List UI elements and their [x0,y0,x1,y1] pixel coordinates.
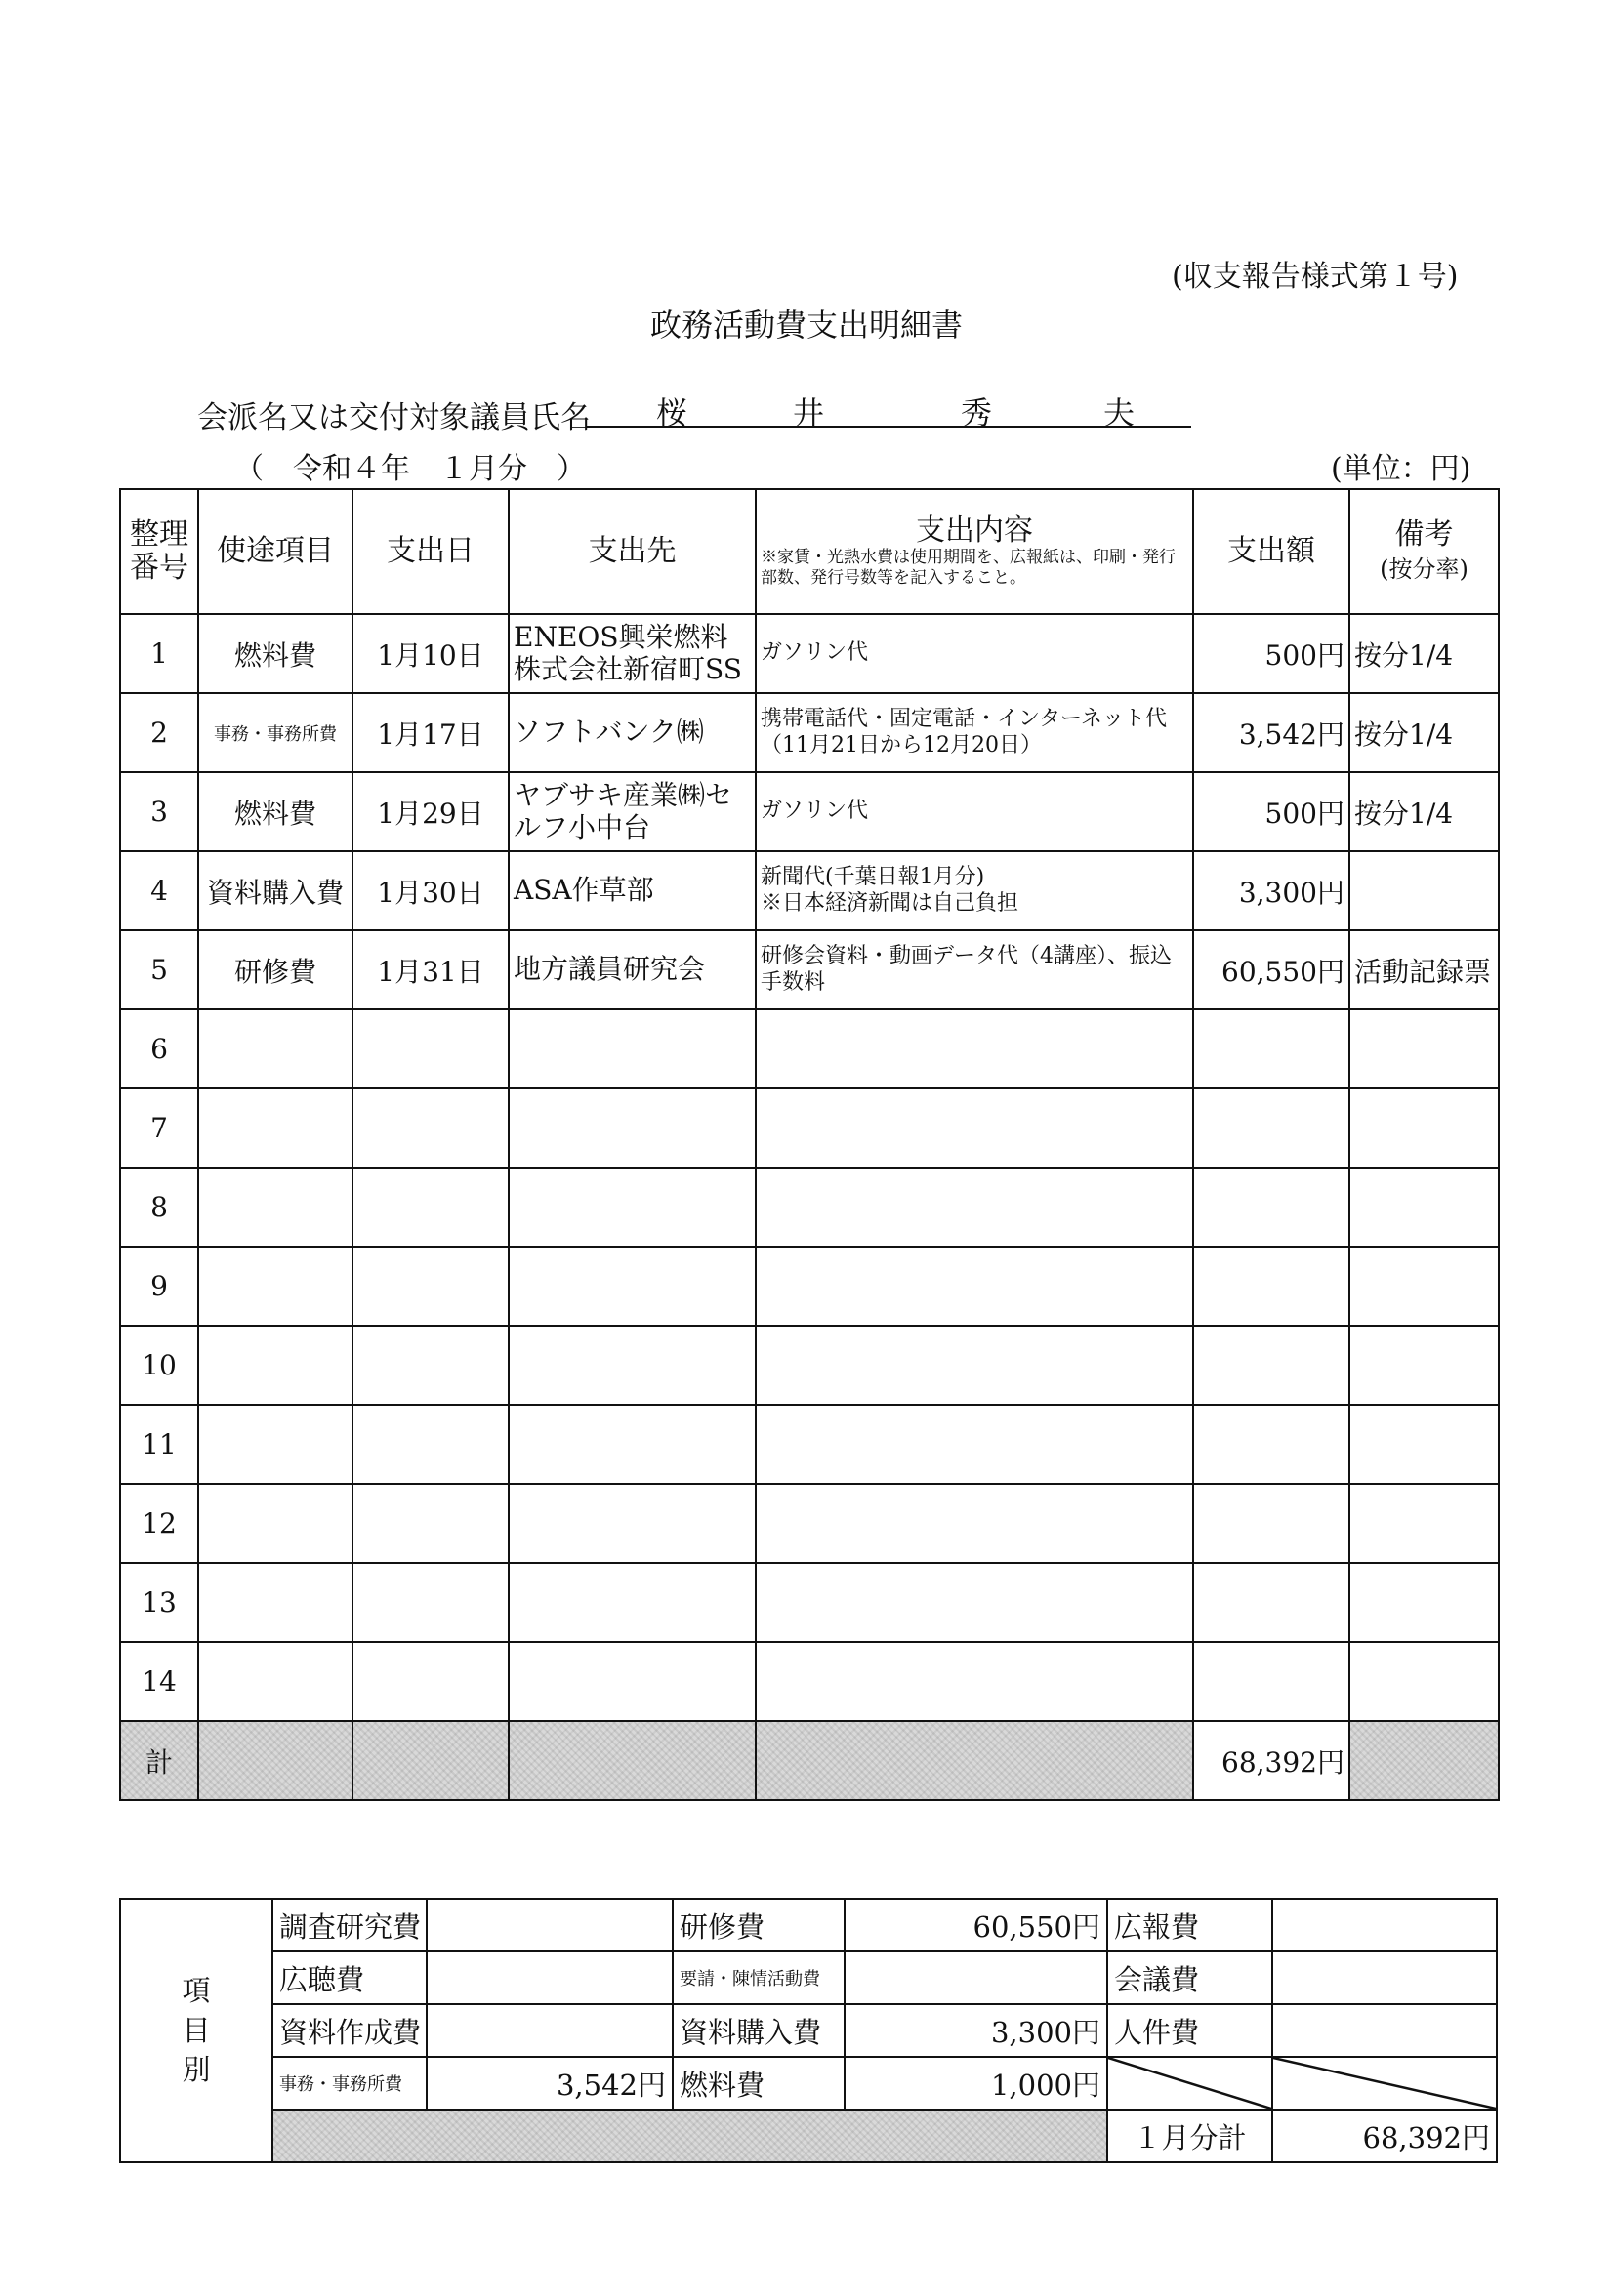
row-date: 1月17日 [352,693,509,772]
row-number: 11 [120,1405,198,1484]
row-remarks [1349,1642,1499,1721]
total-label: 計 [120,1721,198,1800]
row-number: 5 [120,930,198,1009]
row-remarks: 按分1/4 [1349,693,1499,772]
row-date [352,1088,509,1168]
row-date [352,1484,509,1563]
row-remarks [1349,1088,1499,1168]
row-number: 8 [120,1168,198,1247]
row-amount [1193,1484,1349,1563]
row-remarks [1349,1484,1499,1563]
summary-label: 資料作成費 [272,2004,427,2057]
total-shaded-cell [756,1721,1193,1800]
table-row [120,1405,1499,1484]
row-payee: ENEOS興栄燃料株式会社新宿町SS [509,614,756,693]
summary-value [845,1951,1107,2004]
document-title: 政務活動費支出明細書 [649,307,963,344]
diagonal-blank-cell [1107,2057,1272,2110]
row-category [198,1247,352,1326]
summary-label: 人件費 [1107,2004,1272,2057]
row-date: 1月30日 [352,851,509,930]
summary-label: 燃料費 [673,2057,845,2110]
row-remarks: 按分1/4 [1349,772,1499,851]
header-remarks [1349,489,1499,614]
row-category [198,1563,352,1642]
month-total-value: 68,392円 [1272,2110,1497,2162]
row-remarks [1349,1326,1499,1405]
row-content [756,1088,1193,1168]
row-number: 3 [120,772,198,851]
total-row [120,1721,1499,1800]
summary-value [1272,1899,1497,1951]
table-row [120,614,1499,693]
row-category [198,1168,352,1247]
header-content [756,489,1193,614]
summary-value [1272,2004,1497,2057]
row-payee [509,1405,756,1484]
row-content: 新聞代(千葉日報1月分) ※日本経済新聞は自己負担 [756,851,1193,930]
table-row [120,1168,1499,1247]
table-row [120,1247,1499,1326]
month-total-label: １月分計 [1107,2110,1272,2162]
row-date [352,1247,509,1326]
summary-row [120,2004,1497,2057]
row-number: 13 [120,1563,198,1642]
row-remarks [1349,1009,1499,1088]
row-amount [1193,1326,1349,1405]
member-name-char: 夫 [1103,394,1136,431]
total-shaded-cell [352,1721,509,1800]
summary-label: 広聴費 [272,1951,427,2004]
row-category [198,1642,352,1721]
table-row [120,1326,1499,1405]
row-category: 燃料費 [198,772,352,851]
row-amount: 500円 [1193,772,1349,851]
summary-label: 広報費 [1107,1899,1272,1951]
table-header-row [120,489,1499,614]
row-amount: 3,542円 [1193,693,1349,772]
row-category [198,1326,352,1405]
row-amount: 60,550円 [1193,930,1349,1009]
row-remarks [1349,1405,1499,1484]
summary-label: 事務・事務所費 [272,2057,427,2110]
header-category: 使途項目 [198,489,352,614]
row-remarks: 按分1/4 [1349,614,1499,693]
row-amount [1193,1009,1349,1088]
row-content [756,1563,1193,1642]
header-remarks-sub: (按分率) [1380,555,1468,583]
total-shaded-cell [1349,1721,1499,1800]
summary-label: 研修費 [673,1899,845,1951]
summary-label: 要請・陳情活動費 [673,1951,845,2004]
row-payee [509,1484,756,1563]
header-remarks-title: 備考 [1394,516,1454,552]
unit-note: (単位：円) [1331,452,1471,486]
row-category [198,1088,352,1168]
row-payee [509,1326,756,1405]
summary-shaded-cell [272,2110,1107,2162]
row-content: 携帯電話代・固定電話・インターネット代（11月21日から12月20日） [756,693,1193,772]
table-row [120,1642,1499,1721]
row-category: 資料購入費 [198,851,352,930]
member-name-underline [586,426,1191,428]
row-date [352,1168,509,1247]
row-content: ガソリン代 [756,614,1193,693]
header-content-note: ※家賃・光熱水費は使用期間を、広報紙は、印刷・発行部数、発行号数等を記入すること。 [761,548,1176,589]
row-content: 研修会資料・動画データ代（4講座）、振込手数料 [756,930,1193,1009]
row-remarks [1349,1168,1499,1247]
table-row [120,1484,1499,1563]
total-shaded-cell [198,1721,352,1800]
row-content [756,1247,1193,1326]
row-category [198,1484,352,1563]
row-content [756,1642,1193,1721]
summary-value [1272,1951,1497,2004]
row-category [198,1009,352,1088]
row-content [756,1405,1193,1484]
summary-row [120,1951,1497,2004]
member-name-char: 秀 [961,394,993,431]
row-number: 6 [120,1009,198,1088]
summary-total-row [120,2110,1497,2162]
row-number: 12 [120,1484,198,1563]
row-number: 1 [120,614,198,693]
row-amount [1193,1247,1349,1326]
row-amount [1193,1088,1349,1168]
row-date [352,1009,509,1088]
header-no: 整理番号 [120,489,198,614]
row-amount [1193,1642,1349,1721]
summary-label: 調査研究費 [272,1899,427,1951]
row-payee [509,1009,756,1088]
row-payee [509,1168,756,1247]
row-amount [1193,1563,1349,1642]
member-name-char: 井 [793,394,825,431]
row-content [756,1009,1193,1088]
table-row [120,851,1499,930]
category-summary-table [119,1898,1498,2163]
summary-label: 資料購入費 [673,2004,845,2057]
summary-value: 3,542円 [427,2057,673,2110]
expense-table [119,488,1500,1801]
row-number: 10 [120,1326,198,1405]
row-payee: ソフトバンク㈱ [509,693,756,772]
total-amount: 68,392円 [1193,1721,1349,1800]
header-content-title: 支出内容 [916,512,1033,548]
summary-label: 会議費 [1107,1951,1272,2004]
row-payee: 地方議員研究会 [509,930,756,1009]
row-content [756,1168,1193,1247]
row-date [352,1563,509,1642]
row-category [198,1405,352,1484]
table-row [120,1088,1499,1168]
table-row [120,930,1499,1009]
row-payee [509,1642,756,1721]
summary-row [120,1899,1497,1951]
header-amount: 支出額 [1193,489,1349,614]
summary-value: 3,300円 [845,2004,1107,2057]
table-row [120,1563,1499,1642]
row-amount: 3,300円 [1193,851,1349,930]
summary-value: 1,000円 [845,2057,1107,2110]
row-date [352,1326,509,1405]
row-remarks: 活動記録票 [1349,930,1499,1009]
summary-row-header [120,1899,272,2162]
row-number: 14 [120,1642,198,1721]
row-date: 1月29日 [352,772,509,851]
member-name-char: 桜 [656,394,688,431]
member-name-label: 会派名又は交付対象議員氏名 [197,400,591,435]
total-shaded-cell [509,1721,756,1800]
row-payee: ヤブサキ産業㈱セルフ小中台 [509,772,756,851]
header-date: 支出日 [352,489,509,614]
row-content [756,1484,1193,1563]
row-remarks [1349,851,1499,930]
row-number: 7 [120,1088,198,1168]
summary-row [120,2057,1497,2110]
report-period: （ 令和４年 １月分 ） [234,452,586,486]
row-payee [509,1088,756,1168]
summary-row-header-text: 項目別 [182,1974,211,2087]
row-date [352,1642,509,1721]
row-date [352,1405,509,1484]
summary-value: 60,550円 [845,1899,1107,1951]
row-amount: 500円 [1193,614,1349,693]
row-content: ガソリン代 [756,772,1193,851]
row-date: 1月31日 [352,930,509,1009]
summary-value [427,2004,673,2057]
table-row [120,1009,1499,1088]
row-category: 事務・事務所費 [198,693,352,772]
summary-value [427,1951,673,2004]
row-date: 1月10日 [352,614,509,693]
table-row [120,772,1499,851]
row-payee: ASA作草部 [509,851,756,930]
form-number: (収支報告様式第１号) [1172,260,1459,294]
row-amount [1193,1405,1349,1484]
summary-value [427,1899,673,1951]
row-amount [1193,1168,1349,1247]
row-remarks [1349,1247,1499,1326]
row-payee [509,1247,756,1326]
header-payee: 支出先 [509,489,756,614]
table-row [120,693,1499,772]
row-payee [509,1563,756,1642]
row-number: 2 [120,693,198,772]
row-remarks [1349,1563,1499,1642]
row-category: 燃料費 [198,614,352,693]
diagonal-blank-cell [1272,2057,1497,2110]
row-number: 9 [120,1247,198,1326]
row-number: 4 [120,851,198,930]
row-category: 研修費 [198,930,352,1009]
row-content [756,1326,1193,1405]
